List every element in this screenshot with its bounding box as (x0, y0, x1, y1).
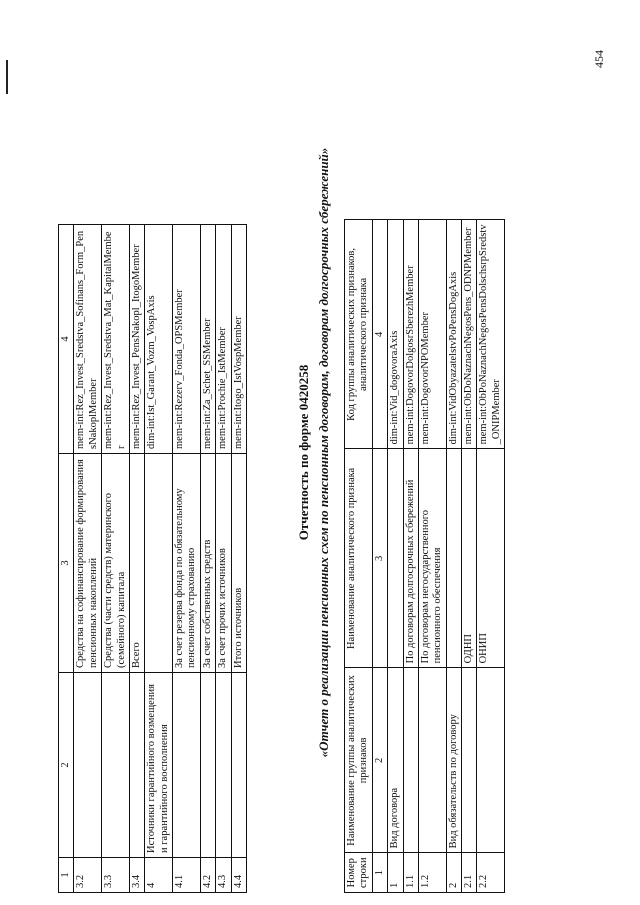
table-continuation (58, 224, 247, 893)
table-row (462, 220, 477, 893)
feature-code: mem-int:Za_Schet_SSMember (200, 225, 215, 454)
table-row (388, 220, 403, 893)
row-number: 4 (145, 858, 173, 893)
group-name (200, 673, 215, 858)
col-num: 2 (59, 673, 74, 858)
header-row (345, 220, 373, 893)
feature-name: По договорам негосударственного пенсионного обеспечения (418, 449, 446, 668)
group-name (216, 673, 231, 858)
row-number: 2.2 (477, 853, 505, 893)
header-cell: Код группы аналитических признаков, аналитического признака (345, 220, 373, 449)
feature-name (145, 454, 173, 673)
feature-name: За счет резерва фонда по обязательному пенсионному страхованию (173, 454, 201, 673)
col-num: 1 (372, 853, 387, 893)
feature-name (446, 449, 461, 668)
feature-code: mem-int:Rezerv_Fonda_OPSMember (173, 225, 201, 454)
row-number: 3.4 (129, 858, 144, 893)
col-num: 4 (372, 220, 387, 449)
feature-code: mem-int:ObDoNaznachNegosPens_ODNPMember (462, 220, 477, 449)
feature-code: dim-int:Ist_Garant_Vozm_VospAxis (145, 225, 173, 454)
feature-code: mem-int:Rez_Invest_Sredstva_Mat_KapitalMember (102, 225, 130, 454)
feature-code: dim-int:Vid_dogovoraAxis (388, 220, 403, 449)
row-number: 4.3 (216, 858, 231, 893)
table-row (74, 225, 102, 893)
row-number: 3.2 (74, 858, 102, 893)
table-row (102, 225, 130, 893)
feature-code: mem-int:Prochie_IstMember (216, 225, 231, 454)
group-name (102, 673, 130, 858)
col-num: 3 (372, 449, 387, 668)
group-name: Вид договора (388, 668, 403, 853)
row-number: 4.1 (173, 858, 201, 893)
feature-name (388, 449, 403, 668)
col-num: 2 (372, 668, 387, 853)
col-num: 1 (59, 858, 74, 893)
feature-code: mem-int:Itogo_IstVospMember (231, 225, 246, 454)
column-number-row (372, 220, 387, 893)
feature-name: ОДНП (462, 449, 477, 668)
row-number: 3.3 (102, 858, 130, 893)
table-row (173, 225, 201, 893)
table-row (231, 225, 246, 893)
table-row (403, 220, 418, 893)
row-number: 2 (446, 853, 461, 893)
feature-name: За счет прочих источников (216, 454, 231, 673)
page-number: 454 (592, 50, 606, 68)
feature-code: mem-int:Rez_Invest_Sredstva_Sofinans_Form_PensNakoplMember (74, 225, 102, 454)
feature-name: Всего (129, 454, 144, 673)
feature-name: ОНИП (477, 449, 505, 668)
group-name (74, 673, 102, 858)
col-num: 4 (59, 225, 74, 454)
feature-name: Итого источников (231, 454, 246, 673)
table-analytical-features (344, 219, 505, 893)
group-name (462, 668, 477, 853)
table-row (418, 220, 446, 893)
group-name (231, 673, 246, 858)
feature-name: Средства на софинансирование формирования пенсионных накоплений (74, 454, 102, 673)
group-name (173, 673, 201, 858)
row-number: 4.4 (231, 858, 246, 893)
col-num: 3 (59, 454, 74, 673)
row-number: 4.2 (200, 858, 215, 893)
feature-name: Средства (части средств) материнского (семейного) капитала (102, 454, 130, 673)
group-name (477, 668, 505, 853)
feature-code: dim-int:VidObyazatelstvPoPensDogAxis (446, 220, 461, 449)
group-name: Источники гарантийного возмещения и гарантийного восполнения (145, 673, 173, 858)
column-number-row (59, 225, 74, 893)
group-name: Вид обязательств по договору (446, 668, 461, 853)
group-name (418, 668, 446, 853)
feature-code: mem-int:DogovorNPOMember (418, 220, 446, 449)
table-row (129, 225, 144, 893)
feature-code: mem-int:Rez_Invest_PensNakopl_ItogoMember (129, 225, 144, 454)
header-cell: Наименование группы аналитических признаков (345, 668, 373, 853)
table-row (477, 220, 505, 893)
feature-code: mem-int:DogovorDolgosrSberezhMember (403, 220, 418, 449)
table-row (145, 225, 173, 893)
row-number: 2.1 (462, 853, 477, 893)
table-row (216, 225, 231, 893)
row-number: 1.2 (418, 853, 446, 893)
header-cell: Наименование аналитического признака (345, 449, 373, 668)
form-heading: Отчетность по форме 0420258 (296, 364, 311, 541)
row-number: 1.1 (403, 853, 418, 893)
row-number: 1 (388, 853, 403, 893)
report-title: «Отчет о реализации пенсионных схем по пенсионным договорам, договорам долгосрочных сбережений» (316, 147, 331, 758)
feature-name: По договорам долгосрочных сбережений (403, 449, 418, 668)
header-cell: Номер строки (345, 853, 373, 893)
group-name (129, 673, 144, 858)
feature-name: За счет собственных средств (200, 454, 215, 673)
group-name (403, 668, 418, 853)
table-row (200, 225, 215, 893)
table-row (446, 220, 461, 893)
feature-code: mem-int:ObPoNaznachNegosPensDolschsrpSredstv_ONIPMember (477, 220, 505, 449)
